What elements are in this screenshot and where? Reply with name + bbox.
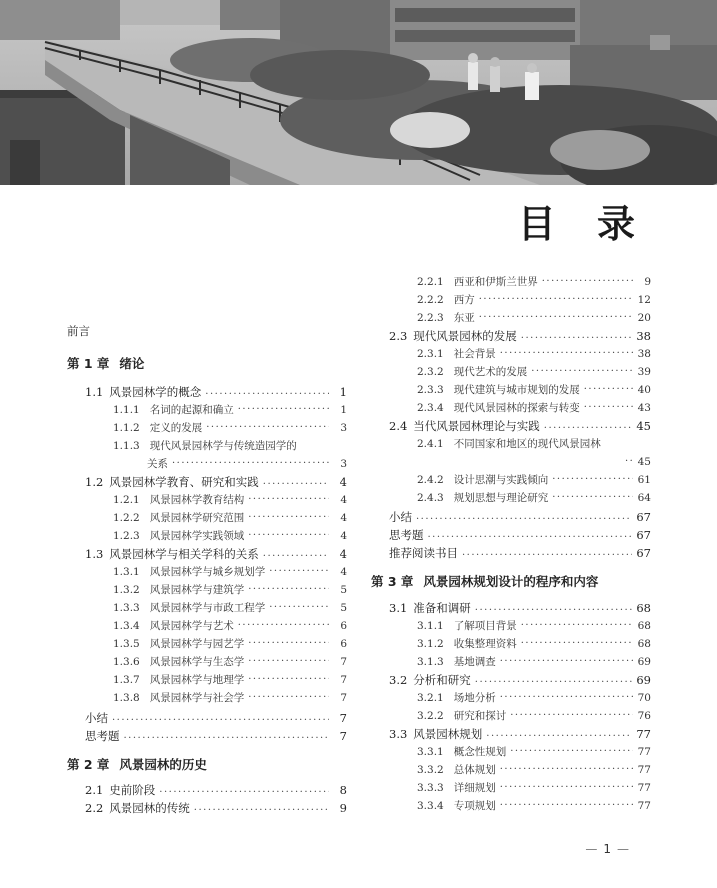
subsection-number: 1.2.3 xyxy=(113,530,140,542)
page-ref: 3 xyxy=(340,458,347,470)
subsection-title: 风景园林学与艺术 xyxy=(149,620,234,632)
subsection-title: 东亚 xyxy=(453,312,475,324)
leader-dots xyxy=(584,381,633,399)
section-number: 2.4 xyxy=(389,419,408,433)
section-title: 风景园林学与相关学科的关系 xyxy=(109,547,259,561)
subsection-number: 2.2.1 xyxy=(417,276,444,288)
subsection-title: 概念性规划 xyxy=(453,746,507,758)
toc-chapter-1[interactable] xyxy=(67,355,347,373)
leader-dots xyxy=(531,363,633,381)
toc-subsection[interactable] xyxy=(371,707,651,725)
toc-subsection[interactable] xyxy=(371,489,651,507)
toc-section[interactable] xyxy=(371,725,651,743)
page-ref: 67 xyxy=(636,528,651,542)
leader-dots xyxy=(248,653,329,671)
toc-preface[interactable] xyxy=(67,322,347,340)
section-number: 2.3 xyxy=(389,329,408,343)
page-ref: 4 xyxy=(340,530,347,542)
subsection-number: 3.3.4 xyxy=(417,800,444,812)
chapter-number: 第 1 章 xyxy=(67,356,110,371)
toc-subsection-page[interactable] xyxy=(371,453,651,471)
leader-dots xyxy=(500,345,633,363)
subsection-number: 3.1.2 xyxy=(417,638,444,650)
leader-dots xyxy=(521,617,633,635)
toc-subsection[interactable] xyxy=(371,635,651,653)
toc-subsection[interactable] xyxy=(371,761,651,779)
section-number: 2.2 xyxy=(85,801,104,815)
toc-subsection[interactable] xyxy=(371,617,651,635)
toc-section[interactable] xyxy=(371,671,651,689)
page-ref: 6 xyxy=(340,620,347,632)
page-ref: 68 xyxy=(636,601,651,615)
leader-dots xyxy=(500,797,633,815)
leader-dots xyxy=(205,383,329,401)
page-ref: 5 xyxy=(340,602,347,614)
section-title: 风景园林的传统 xyxy=(109,801,190,815)
chapter-number: 第 2 章 xyxy=(67,757,110,772)
subsection-number: 2.2.3 xyxy=(417,312,444,324)
toc-subsection[interactable] xyxy=(371,689,651,707)
toc-subsection[interactable] xyxy=(371,381,651,399)
page-number: 1 xyxy=(603,842,611,856)
toc-subsection[interactable] xyxy=(67,671,347,689)
leader-dots xyxy=(552,489,633,507)
toc-subsection-continuation[interactable] xyxy=(67,455,347,473)
subsection-number: 1.3.4 xyxy=(113,620,140,632)
subsection-title: 了解项目背景 xyxy=(453,620,517,632)
chapter-title: 绪论 xyxy=(119,356,145,371)
questions-title: 思考题 xyxy=(389,528,424,542)
page-ref: 45 xyxy=(637,456,651,468)
toc-subsection[interactable] xyxy=(67,653,347,671)
toc-subsection[interactable] xyxy=(371,291,651,309)
leader-dots xyxy=(248,527,329,545)
page-ref: 43 xyxy=(637,402,651,414)
subsection-title: 定义的发展 xyxy=(149,422,203,434)
toc-questions[interactable] xyxy=(67,727,347,745)
section-title: 准备和调研 xyxy=(413,601,471,615)
toc-subsection[interactable] xyxy=(67,581,347,599)
toc-subsection[interactable] xyxy=(67,509,347,527)
subsection-number: 1.3.1 xyxy=(113,566,140,578)
toc-section[interactable] xyxy=(371,599,651,617)
page-title: 目 录 xyxy=(517,202,649,246)
leader-dots xyxy=(238,401,329,419)
subsection-title: 西亚和伊斯兰世界 xyxy=(453,276,538,288)
leader-dots xyxy=(479,291,633,309)
summary-title: 小结 xyxy=(389,510,412,524)
leader-dots xyxy=(521,635,633,653)
subsection-number: 3.3.2 xyxy=(417,764,444,776)
toc-subsection[interactable] xyxy=(371,345,651,363)
page-ref: 7 xyxy=(340,674,347,686)
section-title: 现代风景园林的发展 xyxy=(413,329,517,343)
page-ref: 77 xyxy=(637,764,651,776)
toc-subsection[interactable] xyxy=(67,635,347,653)
toc-reading[interactable] xyxy=(371,544,651,562)
section-number: 3.2 xyxy=(389,673,408,687)
toc-questions[interactable] xyxy=(371,526,651,544)
chapter-title: 风景园林规划设计的程序和内容 xyxy=(423,574,599,589)
subsection-number: 1.1.1 xyxy=(113,404,140,416)
leader-dots xyxy=(194,799,329,817)
leader-dots xyxy=(263,545,329,563)
subsection-number: 2.2.2 xyxy=(417,294,444,306)
subsection-title: 规划思想与理论研究 xyxy=(453,492,549,504)
page-ref: 69 xyxy=(637,656,651,668)
section-title: 分析和研究 xyxy=(413,673,471,687)
chapter-number: 第 3 章 xyxy=(371,574,414,589)
leader-dots xyxy=(475,599,633,617)
subsection-number: 1.1.3 xyxy=(113,440,140,452)
page-ref: 8 xyxy=(339,783,347,797)
footer-dash-left: — xyxy=(585,842,598,856)
toc-section[interactable] xyxy=(371,417,651,435)
page-ref: 7 xyxy=(339,711,347,725)
subsection-title: 不同国家和地区的现代风景园林 xyxy=(453,438,601,450)
subsection-number: 2.3.3 xyxy=(417,384,444,396)
toc-summary[interactable] xyxy=(371,508,651,526)
leader-dots xyxy=(544,417,633,435)
leader-dots xyxy=(112,709,329,727)
leader-dots xyxy=(521,327,633,345)
page-ref: 76 xyxy=(637,710,651,722)
section-number: 1.2 xyxy=(85,475,104,489)
leader-dots xyxy=(248,491,329,509)
leader-dots xyxy=(500,689,633,707)
summary-title: 小结 xyxy=(85,711,108,725)
subsection-number: 3.3.3 xyxy=(417,782,444,794)
page-ref: 3 xyxy=(340,422,347,434)
subsection-number: 2.4.1 xyxy=(417,438,444,450)
section-title: 风景园林学的概念 xyxy=(109,385,202,399)
leader-dots xyxy=(500,761,633,779)
subsection-number: 2.4.2 xyxy=(417,474,444,486)
subsection-title: 风景园林学教育结构 xyxy=(149,494,245,506)
leader-dots xyxy=(462,544,632,562)
leader-dots xyxy=(479,309,633,327)
leader-dots xyxy=(510,707,633,725)
subsection-title: 收集整理资料 xyxy=(453,638,517,650)
section-number: 1.3 xyxy=(85,547,104,561)
leader-dots xyxy=(510,743,633,761)
subsection-number: 2.3.4 xyxy=(417,402,444,414)
page-ref: 9 xyxy=(339,801,347,815)
page-ref: 7 xyxy=(340,656,347,668)
toc-preface-title: 前言 xyxy=(67,324,90,338)
page-ref: 38 xyxy=(636,329,651,343)
subsection-number: 1.3.5 xyxy=(113,638,140,650)
toc-subsection[interactable] xyxy=(371,273,651,291)
page-ref: 77 xyxy=(637,800,651,812)
subsection-title: 风景园林学与城乡规划学 xyxy=(149,566,266,578)
leader-dots xyxy=(206,419,329,437)
subsection-title: 现代风景园林学与传统造园学的 xyxy=(149,440,297,452)
leader-dots xyxy=(263,473,329,491)
section-number: 2.1 xyxy=(85,783,104,797)
leader-dots xyxy=(416,508,632,526)
toc-chapter-3[interactable] xyxy=(371,573,651,591)
toc-subsection[interactable] xyxy=(113,437,297,455)
subsection-title: 现代艺术的发展 xyxy=(453,366,528,378)
subsection-title: 西方 xyxy=(453,294,475,306)
toc-subsection[interactable] xyxy=(371,399,651,417)
toc-section[interactable] xyxy=(67,545,347,563)
page-ref: 64 xyxy=(637,492,651,504)
subsection-number: 1.2.2 xyxy=(113,512,140,524)
page-ref: 20 xyxy=(637,312,651,324)
subsection-title: 风景园林学与生态学 xyxy=(149,656,245,668)
leader-dots xyxy=(269,563,329,581)
subsection-title: 风景园林学与社会学 xyxy=(149,692,245,704)
page-ref: 39 xyxy=(637,366,651,378)
subsection-number: 1.2.1 xyxy=(113,494,140,506)
page-footer xyxy=(579,842,635,856)
leader-dots xyxy=(248,635,329,653)
page-ref: 1 xyxy=(339,385,347,399)
subsection-number: 2.3.2 xyxy=(417,366,444,378)
subsection-title: 场地分析 xyxy=(453,692,496,704)
toc-subsection[interactable] xyxy=(67,491,347,509)
toc-chapter-2[interactable] xyxy=(67,756,347,774)
subsection-title: 风景园林学与园艺学 xyxy=(149,638,245,650)
section-title: 风景园林规划 xyxy=(413,727,483,741)
section-title: 风景园林学教育、研究和实践 xyxy=(109,475,259,489)
reading-title: 推荐阅读书目 xyxy=(389,546,458,560)
leader-dots xyxy=(248,671,329,689)
toc-section[interactable] xyxy=(67,781,347,799)
subsection-number: 1.3.6 xyxy=(113,656,140,668)
page-ref: 6 xyxy=(340,638,347,650)
toc-section[interactable] xyxy=(67,799,347,817)
subsection-title: 风景园林学研究范围 xyxy=(149,512,245,524)
page-ref: 38 xyxy=(637,348,651,360)
toc-subsection[interactable] xyxy=(371,779,651,797)
chapter-title: 风景园林的历史 xyxy=(119,757,207,772)
subsection-title: 风景园林学实践领域 xyxy=(149,530,245,542)
toc-subsection[interactable] xyxy=(371,797,651,815)
subsection-number: 3.2.2 xyxy=(417,710,444,722)
subsection-number: 3.2.1 xyxy=(417,692,444,704)
section-title: 史前阶段 xyxy=(109,783,156,797)
subsection-title: 基地调查 xyxy=(453,656,496,668)
leader-dots xyxy=(248,509,329,527)
subsection-number: 1.3.7 xyxy=(113,674,140,686)
toc-section[interactable] xyxy=(67,473,347,491)
leader-dots xyxy=(584,399,633,417)
subsection-number: 2.3.1 xyxy=(417,348,444,360)
page-ref: 4 xyxy=(340,566,347,578)
page-ref: 40 xyxy=(637,384,651,396)
subsection-title: 研究和探讨 xyxy=(453,710,507,722)
leader-dots xyxy=(475,671,633,689)
toc-subsection[interactable] xyxy=(67,419,347,437)
leader-dots xyxy=(542,273,633,291)
toc-subsection[interactable] xyxy=(371,309,651,327)
section-title: 当代风景园林理论与实践 xyxy=(413,419,540,433)
subsection-number: 3.3.1 xyxy=(417,746,444,758)
page-ref: 4 xyxy=(340,512,347,524)
section-number: 3.1 xyxy=(389,601,408,615)
page-ref: 77 xyxy=(637,746,651,758)
subsection-title: 名词的起源和确立 xyxy=(149,404,234,416)
leader-dots xyxy=(486,725,632,743)
toc-subsection[interactable] xyxy=(67,401,347,419)
page-ref: 69 xyxy=(636,673,651,687)
toc-subsection[interactable] xyxy=(371,653,651,671)
page-ref: 45 xyxy=(636,419,651,433)
subsection-number: 1.1.2 xyxy=(113,422,140,434)
leader-dots xyxy=(500,779,633,797)
leader-dots xyxy=(238,617,329,635)
toc-subsection[interactable] xyxy=(371,363,651,381)
leader-dots xyxy=(428,526,633,544)
page-ref: 4 xyxy=(340,494,347,506)
toc-subsection[interactable] xyxy=(67,617,347,635)
leader-dots xyxy=(248,689,329,707)
page-ref: 70 xyxy=(637,692,651,704)
subsection-number: 3.1.3 xyxy=(417,656,444,668)
subsection-title: 风景园林学与建筑学 xyxy=(149,584,245,596)
page-ref: 5 xyxy=(340,584,347,596)
page-ref: 4 xyxy=(339,475,347,489)
subsection-number: 1.3.3 xyxy=(113,602,140,614)
toc-subsection[interactable] xyxy=(371,743,651,761)
subsection-number: 1.3.2 xyxy=(113,584,140,596)
leader-dots xyxy=(159,781,329,799)
toc-subsection[interactable] xyxy=(67,599,347,617)
subsection-number: 3.1.1 xyxy=(417,620,444,632)
leader-dots xyxy=(269,599,329,617)
page-ref: 61 xyxy=(637,474,651,486)
leader-dots xyxy=(172,455,329,473)
questions-title: 思考题 xyxy=(85,729,120,743)
page-ref: 4 xyxy=(339,547,347,561)
leader-dots xyxy=(552,471,633,489)
page-ref: 68 xyxy=(637,638,651,650)
toc-subsection[interactable] xyxy=(417,435,601,453)
subsection-title: 社会背景 xyxy=(453,348,496,360)
section-number: 3.3 xyxy=(389,727,408,741)
page-ref: 77 xyxy=(636,727,651,741)
subsection-title: 现代建筑与城市规划的发展 xyxy=(453,384,580,396)
subsection-number: 2.4.3 xyxy=(417,492,444,504)
page-ref: 12 xyxy=(637,294,651,306)
toc-subsection[interactable] xyxy=(371,471,651,489)
page-ref: 77 xyxy=(637,782,651,794)
toc-summary[interactable] xyxy=(67,709,347,727)
footer-dash-right: — xyxy=(617,842,629,856)
leader-dots xyxy=(500,653,633,671)
subsection-title-continuation: 关系 xyxy=(147,458,168,470)
page-ref: 1 xyxy=(340,404,347,416)
subsection-title: 风景园林学与市政工程学 xyxy=(149,602,266,614)
subsection-title: 现代风景园林的探索与转变 xyxy=(453,402,580,414)
page-ref: 68 xyxy=(637,620,651,632)
leader-dots xyxy=(248,581,329,599)
toc-subsection[interactable] xyxy=(67,563,347,581)
subsection-title: 总体规划 xyxy=(453,764,496,776)
subsection-title: 专项规划 xyxy=(453,800,496,812)
page-ref: 7 xyxy=(339,729,347,743)
header-photo xyxy=(0,0,717,185)
page-ref: 67 xyxy=(636,546,651,560)
leader-dots xyxy=(124,727,330,745)
section-number: 1.1 xyxy=(85,385,104,399)
subsection-title: 设计思潮与实践倾向 xyxy=(453,474,549,486)
page-ref: 7 xyxy=(340,692,347,704)
subsection-number: 1.3.8 xyxy=(113,692,140,704)
subsection-title: 详细规划 xyxy=(453,782,496,794)
leader-space xyxy=(625,453,633,471)
toc-section[interactable] xyxy=(371,327,651,345)
page-ref: 67 xyxy=(636,510,651,524)
toc-subsection[interactable] xyxy=(67,689,347,707)
toc-subsection[interactable] xyxy=(67,527,347,545)
toc-section[interactable] xyxy=(67,383,347,401)
page-ref: 9 xyxy=(644,276,651,288)
subsection-title: 风景园林学与地理学 xyxy=(149,674,245,686)
